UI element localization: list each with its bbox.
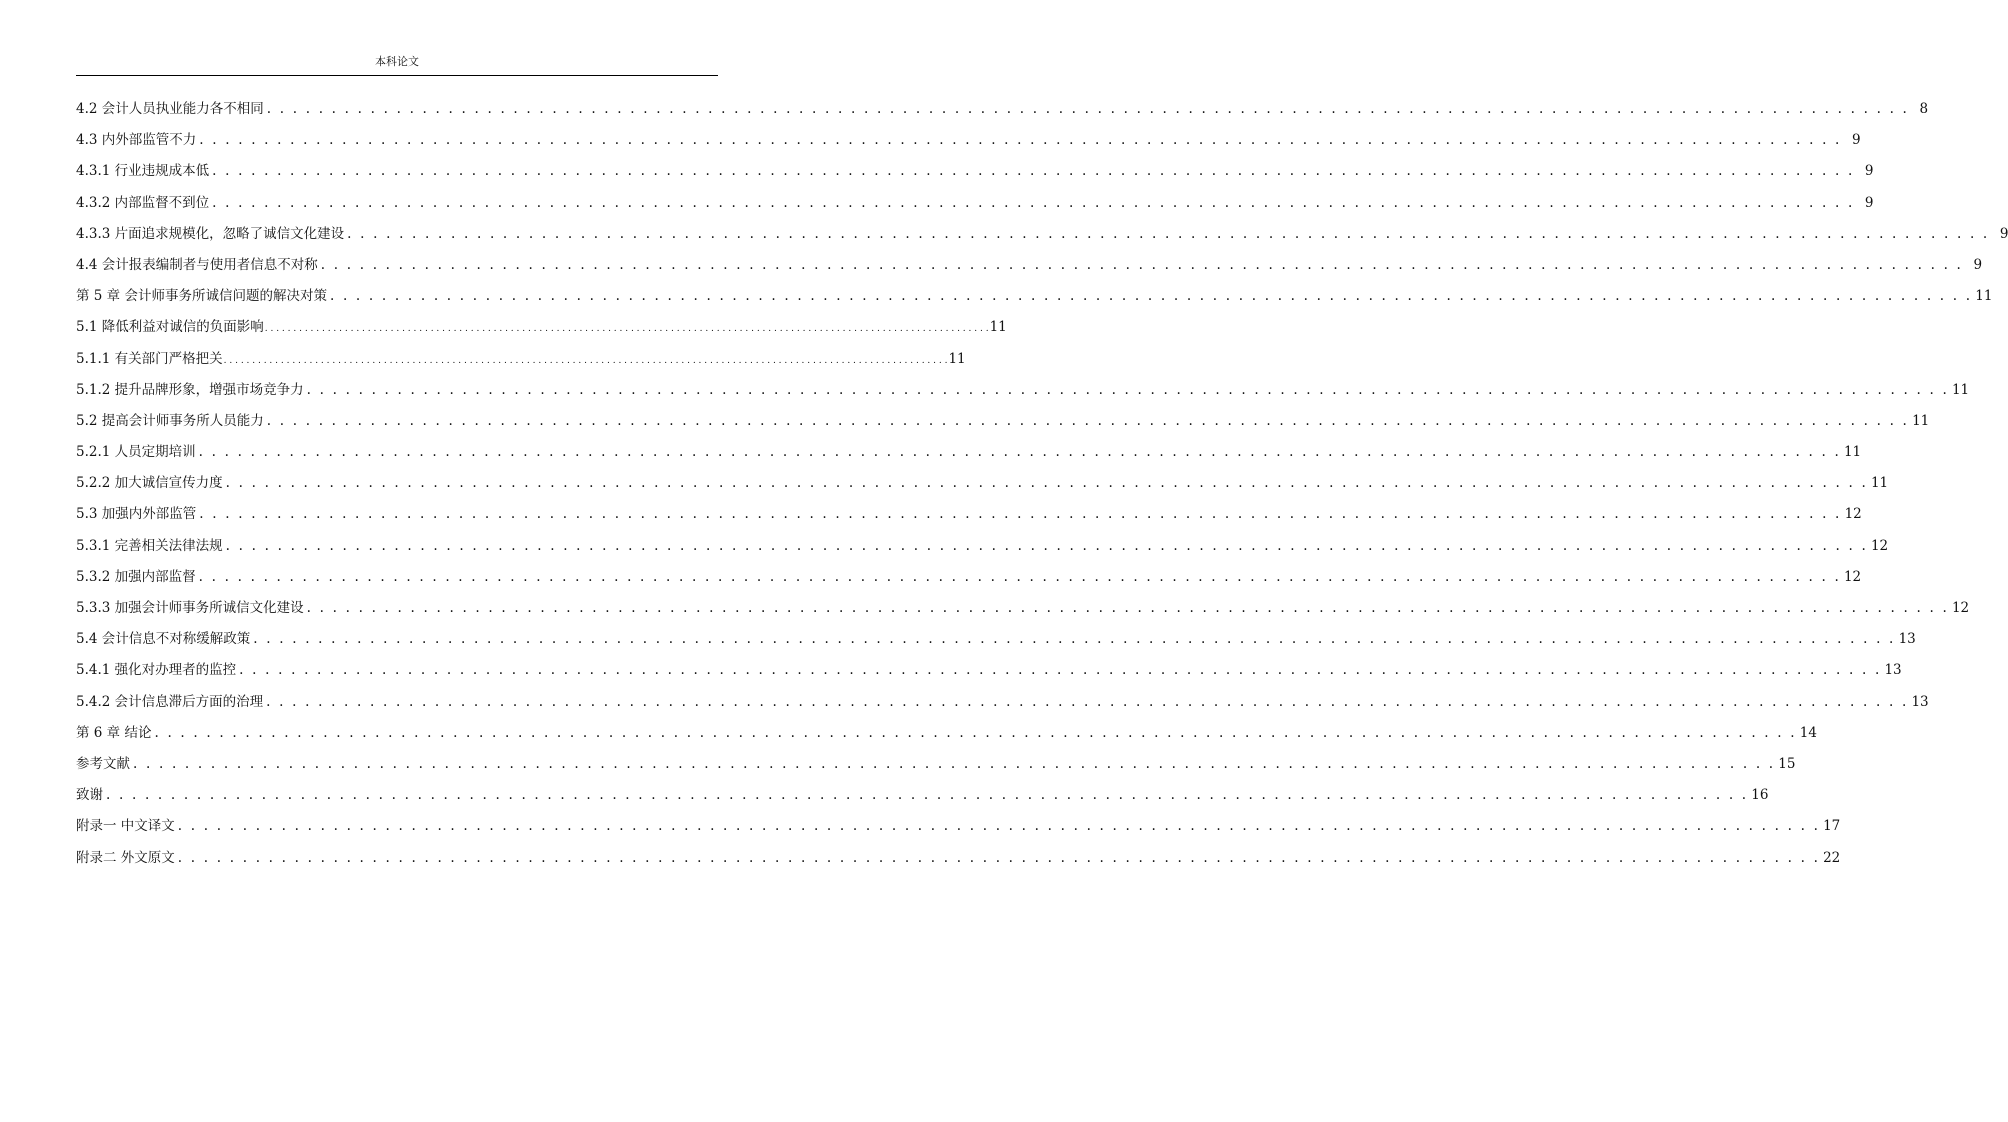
table-of-contents <box>76 97 2008 877</box>
toc-entry-title: 4.3.1 行业违规成本低 <box>76 163 210 180</box>
toc-dot-leader: . . . . . . . . . . . . . . . . . . . . . . . . . . . . . . . . . . . . . . . . . . . . . . . . . . . . . . . . . . . . . . . . . . . . . . . . . . . . . . . . . . . . . . . . . . . . . . . . . . . . . . . . . . . . . . . . . . . . . . . . . . . . . . . <box>198 568 1841 585</box>
toc-dot-leader: . . . . . . . . . . . . . . . . . . . . . . . . . . . . . . . . . . . . . . . . . . . . . . . . . . . . . . . . . . . . . . . . . . . . . . . . . . . . . . . . . . . . . . . . . . . . . . . . . . . . . . . . . . . . . . . . . . . . . . . . . . . . . . . <box>225 537 1868 554</box>
toc-entry-page: 13 <box>1911 693 1929 710</box>
toc-entry-title: 附录一 中文译文 <box>76 818 175 835</box>
toc-entry-title: 第 5 章 会计师事务所诚信问题的解决对策 <box>76 288 327 305</box>
toc-dot-leader: . . . . . . . . . . . . . . . . . . . . . . . . . . . . . . . . . . . . . . . . . . . . . . . . . . . . . . . . . . . . . . . . . . . . . . . . . . . . . . . . . . . . . . . . . . . . . . . . . . . . . . . . . . . . . . . . . . . . . . . . . . . . . . . <box>306 600 1949 616</box>
toc-dot-leader: . . . . . . . . . . . . . . . . . . . . . . . . . . . . . . . . . . . . . . . . . . . . . . . . . . . . . . . . . . . . . . . . . . . . . . . . . . . . . . . . . . . . . . . . . . . . . . . . . . . . . . . . . . . . . . . . . . . . . . . . . . . . . . . <box>347 225 1990 242</box>
toc-entry[interactable] <box>76 191 1874 222</box>
toc-entry[interactable] <box>76 347 966 378</box>
toc-entry-page: 8 <box>1919 101 1929 117</box>
toc-dot-leader: . . . . . . . . . . . . . . . . . . . . . . . . . . . . . . . . . . . . . . . . . . . . . . . . . . . . . . . . . . . . . . . . . . . . . . . . . . . . . . . . . . . . . . . . . . . . . . . . . . . . . . . . . . . . . . . . . . . . . . . . . . . . . . . <box>253 631 1896 648</box>
toc-entry-title: 附录二 外文原文 <box>76 849 175 866</box>
toc-entry[interactable] <box>76 752 1796 783</box>
toc-entry[interactable] <box>76 440 1862 471</box>
toc-entry-page: 9 <box>1999 225 2008 242</box>
toc-dot-leader: . . . . . . . . . . . . . . . . . . . . . . . . . . . . . . . . . . . . . . . . . . . . . . . . . . . . . . . . . . . . . . . . . . . . . . . . . . . . . . . . . . . . . . . . . . . . . . . . . . . . . . . . . . . . . . . . . . . . . . . . . . . . . . . <box>133 755 1776 772</box>
toc-entry-title: 4.3.2 内部监督不到位 <box>76 194 210 211</box>
toc-entry-title: 5.2 提高会计师事务所人员能力 <box>76 412 264 429</box>
toc-entry-page: 17 <box>1823 818 1841 835</box>
toc-entry-title: 参考文献 <box>76 755 130 772</box>
toc-entry[interactable] <box>76 814 1841 845</box>
toc-entry-page: 9 <box>1864 194 1874 211</box>
toc-dot-leader: . . . . . . . . . . . . . . . . . . . . . . . . . . . . . . . . . . . . . . . . . . . . . . . . . . . . . . . . . . . . . . . . . . . . . . . . . . . . . . . . . . . . . . . . . . . . . . . . . . . . . . . . . . . . . . . . . . . . . . . . . . . . . . . <box>320 256 1964 273</box>
toc-dot-leader: . . . . . . . . . . . . . . . . . . . . . . . . . . . . . . . . . . . . . . . . . . . . . . . . . . . . . . . . . . . . . . . . . . . . . . . . . . . . . . . . . . . . . . . . . . . . . . . . . . . . . . . . . . . . . . . . . . . . . . . . . . . . . . . <box>239 662 1882 679</box>
toc-entry-title: 5.4 会计信息不对称缓解政策 <box>76 631 251 648</box>
toc-entry[interactable] <box>76 627 1916 658</box>
toc-entry[interactable] <box>76 596 1970 627</box>
toc-dot-leader: . . . . . . . . . . . . . . . . . . . . . . . . . . . . . . . . . . . . . . . . . . . . . . . . . . . . . . . . . . . . . . . . . . . . . . . . . . . . . . . . . . . . . . . . . . . . . . . . . . . . . . . . . . . . . . . . . . . . . . . . . . . . . . . <box>154 724 1797 741</box>
toc-dot-leader: . . . . . . . . . . . . . . . . . . . . . . . . . . . . . . . . . . . . . . . . . . . . . . . . . . . . . . . . . . . . . . . . . . . . . . . . . . . . . . . . . . . . . . . . . . . . . . . . . . . . . . . . . . . . . . . . . . . . . . . . . . . . . . . <box>177 849 1821 866</box>
toc-entry-page: 9 <box>1851 132 1861 149</box>
toc-entry-page: 22 <box>1823 849 1841 866</box>
toc-entry[interactable] <box>76 846 1841 877</box>
toc-entry-title: 5.1.1 有关部门严格把关 <box>76 350 223 367</box>
toc-entry[interactable] <box>76 378 1970 409</box>
toc-entry-title: 5.2.1 人员定期培训 <box>76 444 196 461</box>
toc-entry-title: 第 6 章 结论 <box>76 724 152 741</box>
toc-entry-title: 5.3.3 加强会计师事务所诚信文化建设 <box>76 600 304 616</box>
toc-entry[interactable] <box>76 502 1862 533</box>
toc-dot-leader: . . . . . . . . . . . . . . . . . . . . . . . . . . . . . . . . . . . . . . . . . . . . . . . . . . . . . . . . . . . . . . . . . . . . . . . . . . . . . . . . . . . . . . . . . . . . . . . . . . . . . . . . . . . . . . . . . . . . . . . . . . . . . . . <box>212 194 1855 211</box>
toc-dot-leader: . . . . . . . . . . . . . . . . . . . . . . . . . . . . . . . . . . . . . . . . . . . . . . . . . . . . . . . . . . . . . . . . . . . . . . . . . . . . . . . . . . . . . . . . . . . . . . . . . . . . . . . . . . . . . . . . . . . . . . . . . . . . . . . <box>199 506 1842 523</box>
toc-entry-title: 4.3.3 片面追求规模化，忽略了诚信文化建设 <box>76 225 345 242</box>
toc-entry[interactable] <box>76 315 1007 346</box>
toc-dot-leader: . . . . . . . . . . . . . . . . . . . . . . . . . . . . . . . . . . . . . . . . . . . . . . . . . . . . . . . . . . . . . . . . . . . . . . . . . . . . . . . . . . . . . . . . . . . . . . . . . . . . . . . . . . . . . . . . . . . . . . . . . . . . . . . <box>329 288 1973 305</box>
toc-entry-page: 16 <box>1751 787 1769 804</box>
toc-entry-page: 9 <box>1973 256 1983 273</box>
toc-entry-page: 12 <box>1843 568 1862 585</box>
toc-entry-page: 13 <box>1898 631 1916 648</box>
toc-entry-page: 11 <box>1912 412 1930 429</box>
toc-dot-leader: . . . . . . . . . . . . . . . . . . . . . . . . . . . . . . . . . . . . . . . . . . . . . . . . . . . . . . . . . . . . . . . . . . . . . . . . . . . . . . . . . . . . . . . . . . . . . . . . . . . . . . . . . . . . . . . . . . . . . . . . . . . . . . . <box>266 693 1909 710</box>
toc-entry[interactable] <box>76 253 1983 284</box>
toc-entry-page: 11 <box>1870 475 1889 492</box>
toc-dot-leader: . . . . . . . . . . . . . . . . . . . . . . . . . . . . . . . . . . . . . . . . . . . . . . . . . . . . . . . . . . . . . . . . . . . . . . . . . . . . . . . . . . . . . . . . . . . . . . . . . . . . . . . . . . . . . . . . . . . . . . . . . . . . . . . <box>198 444 1841 461</box>
toc-dot-leader: . . . . . . . . . . . . . . . . . . . . . . . . . . . . . . . . . . . . . . . . . . . . . . . . . . . . . . . . . . . . . . . . . . . . . . . . . . . . . . . . . . . . . . . . . . . . . . . . . . . . . . . . . . . . . . . . . . . . . . . . . . . . . . . <box>266 412 1910 429</box>
toc-entry-title: 5.2.2 加大诚信宣传力度 <box>76 475 223 492</box>
page-header <box>76 55 718 76</box>
toc-dot-leader: . . . . . . . . . . . . . . . . . . . . . . . . . . . . . . . . . . . . . . . . . . . . . . . . . . . . . . . . . . . . . . . . . . . . . . . . . . . . . . . . . . . . . . . . . . . . . . . . . . . . . . . . . . . . . . . . . . . . . . . . . . . . . . . <box>225 475 1868 492</box>
toc-entry[interactable] <box>76 471 1889 502</box>
toc-entry-title: 5.1.2 提升品牌形象，增强市场竞争力 <box>76 381 304 398</box>
toc-entry[interactable] <box>76 565 1862 596</box>
toc-dot-leader: . . . . . . . . . . . . . . . . . . . . . . . . . . . . . . . . . . . . . . . . . . . . . . . . . . . . . . . . . . . . . . . . . . . . . . . . . . . . . . . . . . . . . . . . . . . . . . . . . . . . . . . . . . . . . . . . . . . . . . . . . . . . . . . <box>306 381 1949 398</box>
toc-entry-title: 5.3.1 完善相关法律法规 <box>76 537 223 554</box>
toc-entry-title: 5.1 降低利益对诚信的负面影响 <box>76 319 264 336</box>
toc-dot-leader: . . . . . . . . . . . . . . . . . . . . . . . . . . . . . . . . . . . . . . . . . . . . . . . . . . . . . . . . . . . . . . . . . . . . . . . . . . . . . . . . . . . . . . . . . . . . . . . . . . . . . . . . . . . . . . . . . . . . . . . . . . . . . . . <box>266 101 1910 117</box>
toc-entry[interactable] <box>76 783 1769 814</box>
toc-entry[interactable] <box>76 284 1993 315</box>
toc-dot-leader: . . . . . . . . . . . . . . . . . . . . . . . . . . . . . . . . . . . . . . . . . . . . . . . . . . . . . . . . . . . . . . . . . . . . . . . . . . . . . . . . . . . . . . . . . . . . . . . . . . . . . . . . . . . . . . . . . . . . . . . . . . . . . . . <box>199 132 1842 149</box>
toc-dot-leader: . . . . . . . . . . . . . . . . . . . . . . . . . . . . . . . . . . . . . . . . . . . . . . . . . . . . . . . . . . . . . . . . . . . . . . . . . . . . . . . . . . . . . . . . . . . . . . . . . . . . . . . . . . . . . . . . . . . . . . . . . . . . . . . <box>264 324 989 335</box>
toc-entry-title: 4.3 内外部监管不力 <box>76 132 197 149</box>
toc-entry-title: 5.4.1 强化对办理者的监控 <box>76 662 237 679</box>
toc-entry-page: 13 <box>1884 662 1902 679</box>
toc-entry[interactable] <box>76 721 1817 752</box>
toc-entry-title: 5.3.2 加强内部监督 <box>76 568 196 585</box>
toc-entry-title: 4.4 会计报表编制者与使用者信息不对称 <box>76 256 318 273</box>
toc-entry-page: 15 <box>1778 755 1796 772</box>
toc-entry-page: 9 <box>1864 163 1874 180</box>
toc-entry[interactable] <box>76 222 2008 253</box>
toc-entry[interactable] <box>76 409 1930 440</box>
header-title: 本科论文 <box>375 55 419 68</box>
toc-entry-page: 11 <box>989 319 1007 336</box>
toc-entry[interactable] <box>76 97 1929 128</box>
toc-entry[interactable] <box>76 128 1861 159</box>
toc-entry[interactable] <box>76 690 1929 721</box>
toc-entry[interactable] <box>76 658 1902 689</box>
toc-entry[interactable] <box>76 534 1889 565</box>
toc-entry[interactable] <box>76 159 1874 190</box>
toc-dot-leader: . . . . . . . . . . . . . . . . . . . . . . . . . . . . . . . . . . . . . . . . . . . . . . . . . . . . . . . . . . . . . . . . . . . . . . . . . . . . . . . . . . . . . . . . . . . . . . . . . . . . . . . . . . . . . . . . . . . . . . . . . . . . . . . <box>223 355 948 366</box>
toc-entry-page: 11 <box>1951 381 1970 398</box>
toc-entry-page: 12 <box>1844 506 1862 523</box>
toc-dot-leader: . . . . . . . . . . . . . . . . . . . . . . . . . . . . . . . . . . . . . . . . . . . . . . . . . . . . . . . . . . . . . . . . . . . . . . . . . . . . . . . . . . . . . . . . . . . . . . . . . . . . . . . . . . . . . . . . . . . . . . . . . . . . . . . <box>177 818 1821 835</box>
toc-entry-page: 11 <box>948 350 966 367</box>
toc-entry-title: 4.2 会计人员执业能力各不相同 <box>76 101 264 117</box>
toc-entry-title: 5.4.2 会计信息滞后方面的治理 <box>76 693 264 710</box>
toc-entry-page: 11 <box>1843 444 1862 461</box>
toc-dot-leader: . . . . . . . . . . . . . . . . . . . . . . . . . . . . . . . . . . . . . . . . . . . . . . . . . . . . . . . . . . . . . . . . . . . . . . . . . . . . . . . . . . . . . . . . . . . . . . . . . . . . . . . . . . . . . . . . . . . . . . . . . . . . . . . <box>106 787 1749 804</box>
toc-entry-page: 11 <box>1975 288 1993 305</box>
toc-dot-leader: . . . . . . . . . . . . . . . . . . . . . . . . . . . . . . . . . . . . . . . . . . . . . . . . . . . . . . . . . . . . . . . . . . . . . . . . . . . . . . . . . . . . . . . . . . . . . . . . . . . . . . . . . . . . . . . . . . . . . . . . . . . . . . . <box>212 163 1855 180</box>
toc-entry-page: 12 <box>1951 600 1970 616</box>
toc-entry-title: 5.3 加强内外部监管 <box>76 506 197 523</box>
toc-entry-page: 14 <box>1799 724 1817 741</box>
toc-entry-page: 12 <box>1870 537 1889 554</box>
toc-entry-title: 致谢 <box>76 787 103 804</box>
